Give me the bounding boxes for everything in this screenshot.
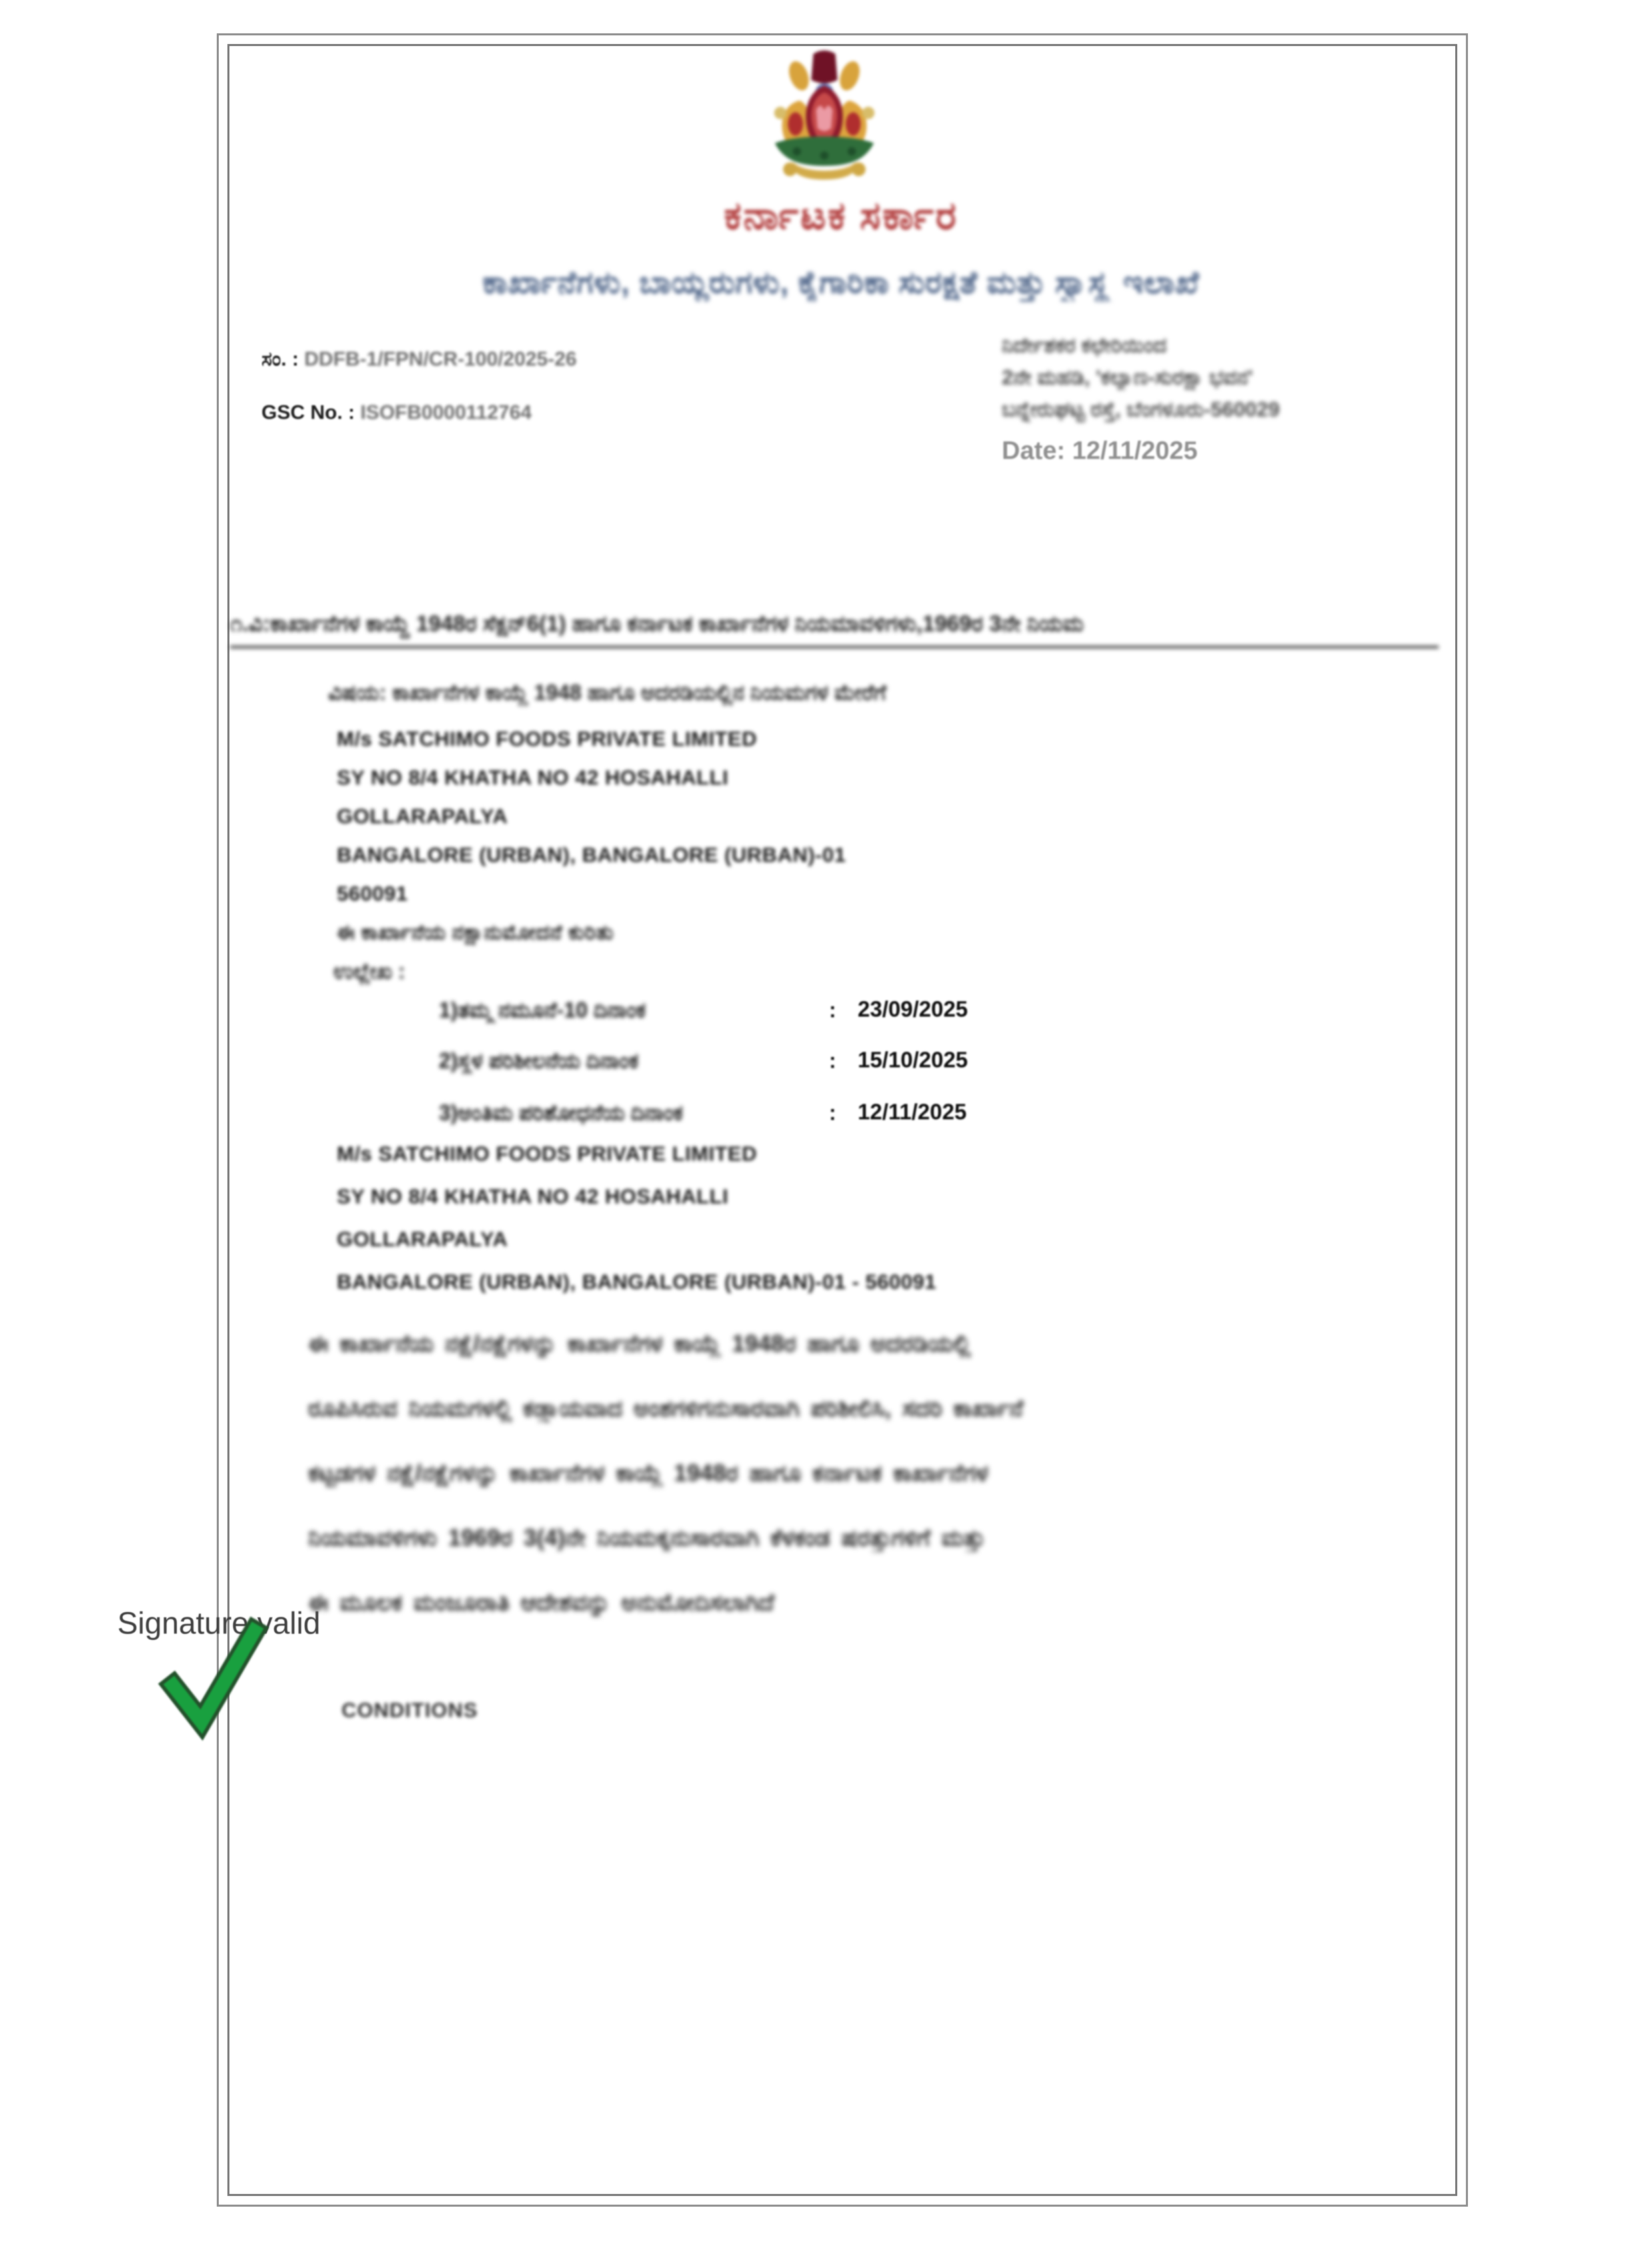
addressee-line: SY NO 8/4 KHATHA NO 42 HOSAHALLI xyxy=(337,766,729,789)
karnataka-emblem-icon xyxy=(756,47,893,188)
body-line: ಈ ಕಾರ್ಖಾನೆಯ ನಕ್ಷೆ/ನಕ್ಷೆಗಳನ್ನು ಕಾರ್ಖಾನೆಗಳ ಕಾಯ್ದೆ 1948ರ ಹಾಗೂ ಅದರಡಿಯಲ್ಲಿ xyxy=(308,1331,971,1357)
body-line: ನಿಯಮಾವಳಿಗಳು 1969ರ 3(4)ನೇ ನಿಯಮಕ್ಕನುಸಾರವಾಗಿ ಕೆಳಕಂಡ ಷರತ್ತುಗಳಿಗೆ ಮತ್ತು xyxy=(308,1525,986,1551)
body-line: ಕಟ್ಟಡಗಳ ನಕ್ಷೆ/ನಕ್ಷೆಗಳನ್ನು ಕಾರ್ಖಾನೆಗಳ ಕಾಯ್ದೆ 1948ರ ಹಾಗೂ ಕರ್ನಾಟಕ ಕಾರ್ಖಾನೆಗಳ xyxy=(308,1460,988,1486)
addressee-line: GOLLARAPALYA xyxy=(337,804,508,828)
date-value: 12/11/2025 xyxy=(1072,437,1198,465)
reference-item-date: 23/09/2025 xyxy=(858,997,968,1021)
office-address-line-3: ಬನ್ನೇರುಘಟ್ಟ ರಸ್ತೆ, ಬೆಂಗಳೂರು-560029 xyxy=(1002,398,1280,421)
reference-item-text: 1)ತಮ್ಮ ನಮೂನೆ-10 ದಿನಾಂಕ xyxy=(439,998,646,1022)
gsc-number-row xyxy=(261,402,895,424)
recipient-line: SY NO 8/4 KHATHA NO 42 HOSAHALLI xyxy=(337,1185,729,1208)
department-title: ಕಾರ್ಖಾನೆಗಳು, ಬಾಯ್ಲರುಗಳು, ಕೈಗಾರಿಕಾ ಸುರಕ್ಷತೆ ಮತ್ತು ಸ್ವಾಸ್ಥ್ಯ ಇಲಾಖೆ xyxy=(482,265,1200,300)
recipient-line: BANGALORE (URBAN), BANGALORE (URBAN)-01 - 560091 xyxy=(337,1270,936,1293)
file-number-row xyxy=(261,348,895,371)
reference-item-date: 12/11/2025 xyxy=(858,1099,967,1124)
date-label: Date: xyxy=(1002,437,1066,465)
file-number-label: ಸಂ. : xyxy=(261,348,299,370)
reference-label: ಉಲ್ಲೇಖ : xyxy=(333,959,405,983)
office-address-line-2: 2ನೇ ಮಹಡಿ, 'ಕಲ್ಯಾಣ-ಸುರಕ್ಷಾ ಭವನ' xyxy=(1002,366,1253,389)
act-heading: ೧.ವಿ:ಕಾರ್ಖಾನೆಗಳ ಕಾಯ್ದೆ 1948ರ ಸೆಕ್ಷನ್6(1) ಹಾಗೂ ಕರ್ನಾಟಕ ಕಾರ್ಖಾನೆಗಳ ನಿಯಮಾವಳಿಗಳು,1969ರ 3ನೇ ನಿಯಮ xyxy=(230,611,1439,648)
reference-item-colon: : xyxy=(829,1101,836,1125)
addressee-kannada-line: ಈ ಕಾರ್ಖಾನೆಯ ನಕ್ಷಾನುಮೋದನೆ ಕುರಿತು xyxy=(337,921,614,944)
government-title: ಕರ್ನಾಟಕ ಸರ್ಕಾರ xyxy=(724,194,958,237)
reference-item-colon: : xyxy=(829,1049,836,1073)
addressee-line: 560091 xyxy=(337,882,408,905)
gsc-number-value: ISOFB0000112764 xyxy=(360,402,532,424)
reference-item-colon: : xyxy=(829,998,836,1022)
addressee-line: M/s SATCHIMO FOODS PRIVATE LIMITED xyxy=(337,727,758,750)
reference-item-text: 3)ಅಂತಿಮ ಪರಿಶೋಧನೆಯ ದಿನಾಂಕ xyxy=(439,1101,684,1125)
signature-valid-text: Signature valid xyxy=(117,1606,321,1640)
office-address-line-1: ನಿರ್ದೇಶಕರ ಕಛೇರಿಯಿಂದ xyxy=(1002,334,1167,357)
subject-line: ವಿಷಯ: ಕಾರ್ಖಾನೆಗಳ ಕಾಯ್ದೆ 1948 ಹಾಗೂ ಅದರಡಿಯಲ್ಲಿನ ನಿಯಮಗಳ ಮೇರೆಗೆ xyxy=(328,680,886,704)
reference-item-text: 2)ಸ್ಥಳ ಪರಿಶೀಲನೆಯ ದಿನಾಂಕ xyxy=(439,1049,639,1073)
addressee-line: BANGALORE (URBAN), BANGALORE (URBAN)-01 xyxy=(337,843,846,867)
recipient-line: M/s SATCHIMO FOODS PRIVATE LIMITED xyxy=(337,1142,758,1165)
gsc-number-label: GSC No. : xyxy=(261,402,355,424)
file-number-value: DDFB-1/FPN/CR-100/2025-26 xyxy=(304,348,577,370)
reference-item-date: 15/10/2025 xyxy=(858,1047,968,1072)
signature-valid-check-icon xyxy=(154,1613,275,1744)
body-line: ಈ ಮೂಲಕ ಮಂಜೂರಾತಿ ಆದೇಶವನ್ನು ಅನುಮೋದಿಸಲಾಗಿದೆ xyxy=(308,1590,774,1616)
recipient-line: GOLLARAPALYA xyxy=(337,1227,508,1251)
conditions-label: CONDITIONS xyxy=(341,1698,478,1722)
body-line: ರೂಪಿಸಿರುವ ನಿಯಮಗಳಲ್ಲಿ ಕಡ್ಡಾಯವಾದ ಅಂಶಗಳಿಗನುಸಾರವಾಗಿ ಪರಿಶೀಲಿಸಿ, ಸದರಿ ಕಾರ್ಖಾನೆ xyxy=(308,1395,1024,1422)
letter-date xyxy=(1002,437,1198,466)
